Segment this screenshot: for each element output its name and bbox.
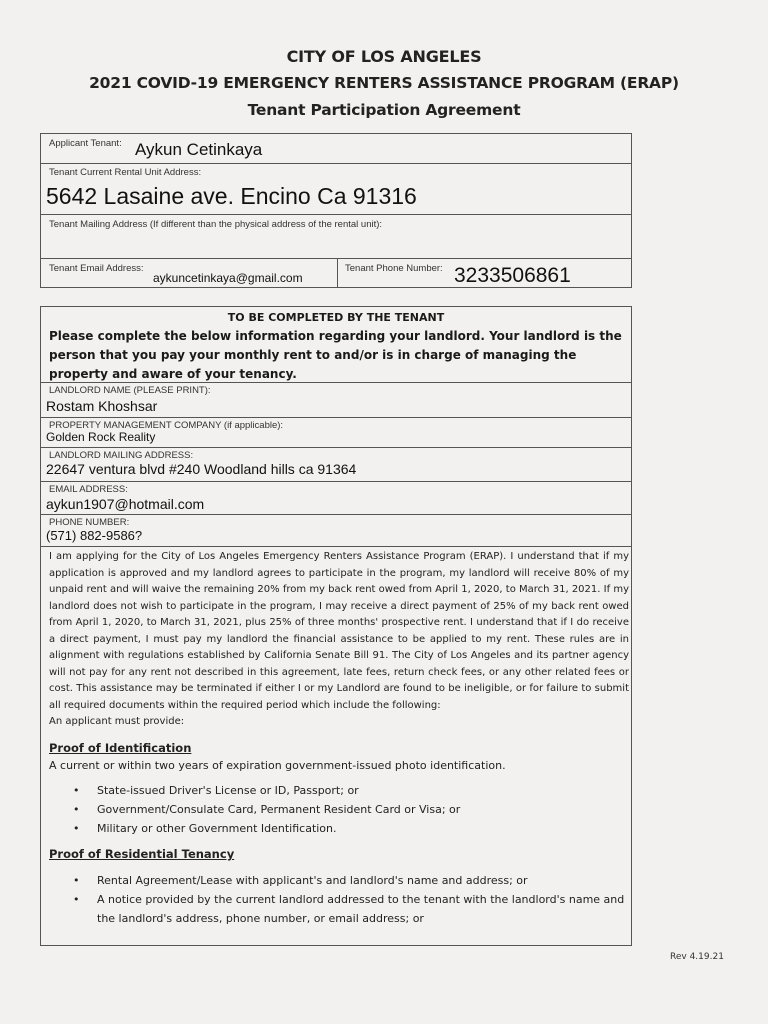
list-item: State-issued Driver's License or ID, Passport; or [97, 784, 359, 797]
tenant-email-field[interactable]: aykuncetinkaya@gmail.com [153, 271, 303, 285]
tenant-phone-field[interactable]: 3233506861 [454, 264, 571, 287]
tenant-phone-label: Tenant Phone Number: [345, 263, 443, 274]
list-item: Government/Consulate Card, Permanent Resident Card or Visa; or [97, 803, 461, 816]
bullet-icon: • [73, 803, 80, 816]
proof-identification-heading: Proof of Identification [49, 741, 192, 755]
management-company-label: PROPERTY MANAGEMENT COMPANY (if applicable): [49, 420, 284, 431]
divider [40, 417, 632, 418]
tenant-email-label: Tenant Email Address: [49, 263, 144, 274]
landlord-mailing-label: LANDLORD MAILING ADDRESS: [49, 450, 194, 461]
must-provide-text: An applicant must provide: [49, 716, 185, 727]
bullet-icon: • [73, 874, 80, 887]
landlord-mailing-field[interactable]: 22647 ventura blvd #240 Woodland hills ca 91364 [46, 461, 357, 477]
landlord-phone-label: PHONE NUMBER: [49, 517, 130, 528]
applicant-tenant-field[interactable]: Aykun Cetinkaya [135, 140, 263, 159]
rental-address-label: Tenant Current Rental Unit Address: [49, 167, 202, 178]
list-item: Rental Agreement/Lease with applicant's and landlord's name and address; or [97, 874, 528, 887]
management-company-field[interactable]: Golden Rock Reality [46, 430, 156, 444]
mailing-address-label: Tenant Mailing Address (If different than the physical address of the rental unit): [49, 219, 383, 230]
list-item: A notice provided by the current landlord addressed to the tenant with the landlord's name and the landlord's address, phone number, or email address; or [97, 893, 625, 925]
bullet-icon: • [73, 784, 80, 797]
divider [40, 447, 632, 448]
divider [40, 546, 632, 547]
header-city: CITY OF LOS ANGELES [286, 47, 482, 66]
bullet-icon: • [73, 893, 80, 906]
divider [337, 258, 338, 288]
bullet-icon: • [73, 822, 80, 835]
divider [40, 214, 632, 215]
rental-address-field[interactable]: 5642 Lasaine ave. Encino Ca 91316 [46, 183, 417, 209]
divider [40, 382, 632, 383]
tenant-completion-heading: TO BE COMPLETED BY THE TENANT [227, 311, 445, 324]
applicant-tenant-label: Applicant Tenant: [49, 138, 122, 149]
landlord-email-field[interactable]: aykun1907@hotmail.com [46, 496, 205, 512]
landlord-name-field[interactable]: Rostam Khoshsar [46, 398, 158, 414]
divider [40, 163, 632, 164]
revision-label: Rev 4.19.21 [670, 952, 724, 962]
proof-tenancy-heading: Proof of Residential Tenancy [49, 847, 235, 861]
landlord-phone-field[interactable]: (571) 882-9586? [46, 528, 143, 543]
landlord-name-label: LANDLORD NAME (PLEASE PRINT): [49, 385, 211, 396]
list-item: Military or other Government Identification. [97, 822, 337, 835]
agreement-paragraph: I am applying for the City of Los Angeles Emergency Renters Assistance Program (ERAP). I understand that if my application is approved and my landlord agrees to participate in the program, my landlord will receive 80% of my unpaid rent and will waive the remaining 20% from my back rent owed from April 1, 2020, to March 31, 2021. If my landlord does not wish to participate in the program, I may receive a direct payment of 25% of my back rent owed from April 1, 2020, to March 31, 2021, plus 25% of three months' prospective rent. I understand that if I do receive a direct payment, I must pay my landlord the financial assistance to be applied to my rent. These rules are in alignment with regulations established by California Senate Bill 91. The City of Los Angeles and its partner agency will not pay for any rent not described in this agreement, late fees, return check fees, or any other related fees or cost. This assistance may be terminated if either I or my Landlord are found to be ineligible, or for failure to submit all required documents within the required period which include the following: [49, 551, 629, 711]
proof-identification-text: A current or within two years of expiration government-issued photo identification. [49, 759, 506, 772]
divider [40, 258, 632, 259]
mailing-address-field[interactable] [49, 234, 619, 252]
header-program: 2021 COVID-19 EMERGENCY RENTERS ASSISTANCE PROGRAM (ERAP) [89, 74, 679, 92]
landlord-email-label: EMAIL ADDRESS: [49, 484, 128, 495]
landlord-intro-text: Please complete the below information regarding your landlord. Your landlord is the person that you pay your monthly rent to and/or is in charge of managing the property and aware of your tenancy. [49, 329, 622, 381]
divider [40, 514, 632, 515]
header-agreement: Tenant Participation Agreement [247, 101, 521, 119]
divider [40, 481, 632, 482]
